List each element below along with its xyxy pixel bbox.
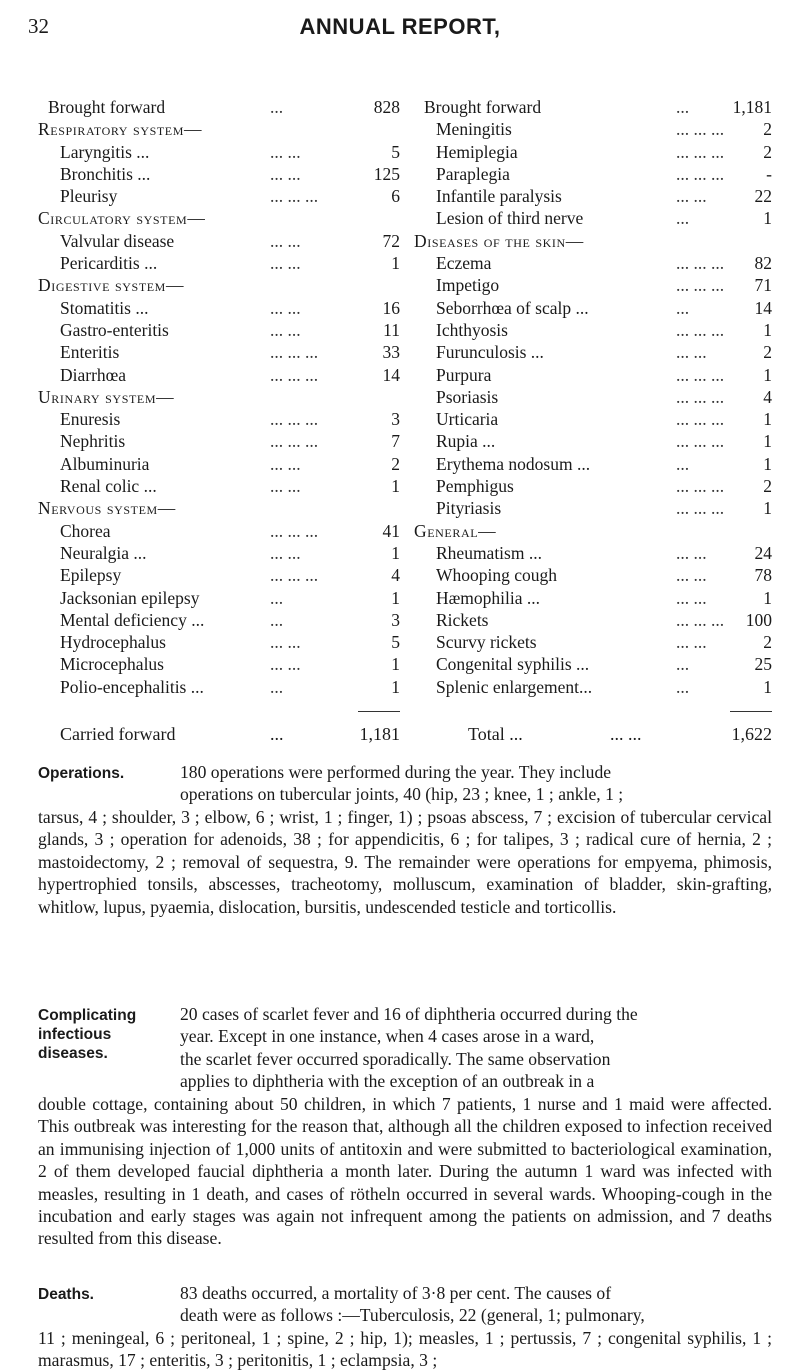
section-heading: Nervous system— [38, 498, 176, 519]
table-row [38, 475, 400, 497]
row-leader-dots: ... ... ... [270, 431, 319, 452]
row-label: Whooping cough [436, 565, 558, 586]
deaths-line-2: death were as follows :—Tuberculosis, 22 (general, 1; pulmonary, [180, 1305, 645, 1326]
row-label: Hydrocephalus [60, 632, 166, 653]
right-total-rule [730, 711, 772, 712]
infectious-line-1: 20 cases of scarlet fever and 16 of diphtheria occurred during the [180, 1004, 638, 1024]
deaths-line-1: 83 deaths occurred, a mortality of 3·8 per cent. The causes of [180, 1283, 612, 1303]
row-label: Seborrhœa of scalp ... [436, 297, 589, 318]
table-row [38, 364, 400, 386]
operations-heading-line: Operations. [38, 765, 125, 782]
row-leader-dots: ... ... [270, 230, 301, 251]
table-row [414, 564, 772, 586]
row-value: 22 [754, 186, 772, 207]
row-label: Laryngitis ... [60, 141, 150, 162]
table-row [38, 453, 400, 475]
carried-forward-label: Carried forward [60, 724, 176, 744]
operations-body: tarsus, 4 ; shoulder, 3 ; elbow, 6 ; wrist, 1 ; finger, 1) ; psoas abscess, 7 ; excision of tubercular cervical glands, 3 ; operation for adenoids, 38 ; for appendicitis, 6 ; for talipes, 3 ; radical cure of hernia, 2 ; mastoidectomy, 2 ; removal of sequestra, 9. The remainder were operations for empyema, phimosis, hypertrophied tonsils, abscesses, tracheotomy, molluscum, examination of bladder, skin-grafting, whitlow, lupus, pyaemia, dislocation, bursitis, undescended testicle and torticollis. [38, 807, 772, 917]
table-row [414, 207, 772, 229]
section-heading-row [414, 520, 772, 542]
row-label: Pericarditis ... [60, 253, 158, 274]
infectious-line-3: the scarlet fever occurred sporadically. The same observation [180, 1048, 611, 1069]
row-leader-dots: ... ... [676, 632, 707, 653]
row-leader-dots: ... ... ... [676, 386, 725, 407]
table-row [414, 430, 772, 452]
section-heading: Urinary system— [38, 386, 175, 407]
row-value: 2 [763, 141, 772, 162]
row-label: Paraplegia [436, 163, 510, 184]
table-row [414, 408, 772, 430]
row-label: Impetigo [436, 275, 500, 296]
table-row [38, 141, 400, 163]
row-label: Purpura [436, 364, 492, 385]
row-value: 1 [391, 587, 400, 608]
table-row [38, 631, 400, 653]
table-row [414, 453, 772, 475]
row-value: 5 [391, 141, 400, 162]
row-leader-dots: ... ... ... [676, 275, 725, 296]
row-leader-dots: ... ... ... [676, 119, 725, 140]
row-leader-dots: ... ... [676, 542, 707, 563]
infectious-heading-line-1: Complicating [38, 1007, 137, 1024]
row-value: 78 [754, 565, 772, 586]
table-row [38, 564, 400, 586]
table-row [414, 297, 772, 319]
row-value: 100 [745, 609, 772, 630]
section-heading-row [38, 207, 400, 229]
row-value: 1 [763, 409, 772, 430]
section-heading: Diseases of the skin— [414, 230, 584, 251]
row-leader-dots: ... ... ... [270, 409, 319, 430]
row-value: 11 [383, 319, 400, 340]
row-value: 2 [763, 342, 772, 363]
table-row [414, 163, 772, 185]
row-label: Congenital syphilis ... [436, 654, 590, 675]
right-column-table [414, 96, 772, 698]
row-leader-dots: ... ... ... [676, 141, 725, 162]
row-label: Scurvy rickets [436, 632, 537, 653]
row-value: - [766, 163, 772, 184]
row-label: Pemphigus [436, 476, 514, 497]
row-leader-dots: ... ... [270, 453, 301, 474]
row-leader-dots: ... ... ... [270, 186, 319, 207]
table-row [38, 430, 400, 452]
row-label: Mental deficiency ... [60, 609, 205, 630]
table-row [38, 297, 400, 319]
row-leader-dots: ... ... [270, 319, 301, 340]
table-row [414, 341, 772, 363]
row-leader-dots: ... [676, 654, 690, 675]
row-label: Nephritis [60, 431, 126, 452]
row-value: 1 [763, 431, 772, 452]
operations-line-2: operations on tubercular joints, 40 (hip, 23 ; knee, 1 ; ankle, 1 ; [180, 784, 624, 805]
row-label: Neuralgia ... [60, 542, 147, 563]
row-label: Meningitis [436, 119, 512, 140]
row-value: 25 [754, 654, 772, 675]
row-value: 82 [754, 253, 772, 274]
row-label: Bronchitis ... [60, 163, 151, 184]
infectious-line-4: applies to diphtheria with the exception of an outbreak in a [180, 1071, 595, 1092]
table-row [38, 163, 400, 185]
table-row [414, 118, 772, 140]
row-value: 1 [391, 476, 400, 497]
row-leader-dots: ... ... ... [676, 163, 725, 184]
table-row [414, 386, 772, 408]
row-leader-dots: ... ... ... [270, 342, 319, 363]
table-row [414, 185, 772, 207]
row-label: Pleurisy [60, 186, 118, 207]
infectious-heading [38, 1006, 136, 1063]
table-row [414, 364, 772, 386]
deaths-lead [180, 1282, 772, 1327]
infectious-body: double cottage, containing about 50 children, in which 7 patients, 1 nurse and 1 maid were affected. This outbreak was interesting for the reason that, although all the children exposed to infection received an immunising injection of 1,000 units of antitoxin and were submitted to bacteriological examination, 2 of them developed faucial diphtheria a month later. During the autumn 1 ward was infected with measles, resulting in 1 death, and cases of rötheln occurred in several wards. Whooping-cough in the incubation and early stages was again not infrequent among the patients on admission, and 7 deaths resulted from this disease. [38, 1094, 772, 1249]
left-column-table [38, 96, 400, 698]
row-leader-dots: ... ... ... [676, 253, 725, 274]
row-label: Brought forward [424, 97, 542, 117]
row-leader-dots: ... ... [270, 163, 301, 184]
row-leader-dots: ... ... ... [676, 319, 725, 340]
row-value: 1 [763, 676, 772, 697]
row-leader-dots: ... ... ... [676, 431, 725, 452]
row-leader-dots: ... ... [676, 186, 707, 207]
row-leader-dots: ... ... ... [270, 520, 319, 541]
row-leader-dots: ... ... [676, 565, 707, 586]
row-label: Infantile paralysis [436, 186, 562, 207]
left-total-rule [358, 711, 400, 712]
row-value: 1 [763, 587, 772, 608]
row-value: 24 [754, 542, 772, 563]
row-leader-dots: ... ... ... [270, 364, 319, 385]
operations-lead [180, 761, 772, 806]
row-label: Eczema [436, 253, 492, 274]
row-value: 71 [754, 275, 772, 296]
row-label: Jacksonian epilepsy [60, 587, 200, 608]
row-label: Lesion of third nerve [436, 208, 584, 229]
deaths-heading-line: Deaths. [38, 1286, 94, 1303]
table-row [38, 230, 400, 252]
table-row [414, 475, 772, 497]
section-heading: Respiratory system— [38, 119, 203, 140]
row-leader-dots: ... ... [270, 141, 301, 162]
row-value: 72 [382, 230, 400, 251]
row-value: 16 [382, 297, 400, 318]
total-dots: ... ... [610, 724, 642, 744]
row-value: 2 [763, 476, 772, 497]
row-leader-dots: ... [676, 97, 690, 117]
running-title: ANNUAL REPORT, [299, 14, 501, 39]
row-leader-dots: ... [676, 676, 690, 697]
table-row [414, 542, 772, 564]
row-label: Rupia ... [436, 431, 496, 452]
row-value: 1 [763, 453, 772, 474]
table-row [414, 497, 772, 519]
row-label: Rheumatism ... [436, 542, 542, 563]
row-value: 4 [391, 565, 400, 586]
row-value: 2 [391, 453, 400, 474]
row-label: Hemiplegia [436, 141, 518, 162]
row-value: 1 [391, 676, 400, 697]
table-row [38, 341, 400, 363]
row-value: 1 [391, 253, 400, 274]
row-value: 5 [391, 632, 400, 653]
row-label: Brought forward [48, 97, 166, 117]
row-label: Hæmophilia ... [436, 587, 541, 608]
row-leader-dots: ... ... [270, 654, 301, 675]
row-value: 3 [391, 409, 400, 430]
table-row [38, 408, 400, 430]
table-row [38, 542, 400, 564]
row-value: 2 [763, 632, 772, 653]
infectious-heading-line-2: infectious [38, 1026, 112, 1043]
row-value: 6 [391, 186, 400, 207]
row-label: Enuresis [60, 409, 121, 430]
row-label: Stomatitis ... [60, 297, 149, 318]
row-value: 33 [382, 342, 400, 363]
section-heading-row [38, 274, 400, 296]
row-leader-dots: ... ... [676, 342, 707, 363]
table-row [414, 274, 772, 296]
row-leader-dots: ... [270, 609, 284, 630]
row-leader-dots: ... ... ... [270, 565, 319, 586]
row-value: 3 [391, 609, 400, 630]
table-row [414, 653, 772, 675]
row-leader-dots: ... ... ... [676, 409, 725, 430]
deaths-heading [38, 1285, 94, 1304]
total-value: 1,622 [731, 724, 772, 744]
row-leader-dots: ... ... ... [676, 498, 725, 519]
table-row [38, 676, 400, 698]
row-label: Epilepsy [60, 565, 122, 586]
table-row [38, 520, 400, 542]
row-value: 7 [391, 431, 400, 452]
carried-forward-dots: ... [270, 724, 284, 744]
page-header [0, 14, 800, 44]
section-heading: Digestive system— [38, 275, 185, 296]
row-value: 1 [763, 208, 772, 229]
table-row [414, 319, 772, 341]
row-value: 125 [373, 163, 400, 184]
row-label: Urticaria [436, 409, 499, 430]
operations-heading [38, 764, 124, 783]
row-label: Splenic enlargement... [436, 676, 593, 697]
row-label: Gastro-enteritis [60, 319, 169, 340]
row-value: 828 [373, 97, 400, 117]
row-label: Pityriasis [436, 498, 502, 519]
operations-line-1: 180 operations were performed during the year. They include [180, 762, 612, 782]
total-label: Total ... [468, 724, 523, 744]
row-value: 1 [391, 542, 400, 563]
table-row [414, 96, 772, 118]
section-heading: General— [414, 520, 497, 541]
row-leader-dots: ... ... [270, 632, 301, 653]
section-heading-row [38, 497, 400, 519]
table-row [38, 587, 400, 609]
row-leader-dots: ... ... [270, 476, 301, 497]
row-value: 4 [763, 386, 772, 407]
row-label: Rickets [436, 609, 489, 630]
table-row [414, 631, 772, 653]
row-leader-dots: ... [676, 453, 690, 474]
row-label: Diarrhœa [60, 364, 127, 385]
row-value: 14 [754, 297, 772, 318]
section-heading-row [414, 230, 772, 252]
row-label: Microcephalus [60, 654, 164, 675]
row-label: Psoriasis [436, 386, 499, 407]
section-heading: Circulatory system— [38, 208, 206, 229]
table-row [38, 319, 400, 341]
row-label: Furunculosis ... [436, 342, 544, 363]
row-label: Enteritis [60, 342, 120, 363]
row-value: 14 [382, 364, 400, 385]
deaths-body: 11 ; meningeal, 6 ; peritoneal, 1 ; spine, 2 ; hip, 1); measles, 1 ; pertussis, 7 ; congenital syphilis, 1 ; marasmus, 17 ; enteritis, 3 ; peritonitis, 1 ; eclampsia, 3 ; [38, 1328, 772, 1371]
table-row [414, 676, 772, 698]
infectious-line-2: year. Except in one instance, when 4 cases arose in a ward, [180, 1026, 595, 1047]
section-heading-row [38, 386, 400, 408]
row-leader-dots: ... ... [270, 297, 301, 318]
row-leader-dots: ... [270, 97, 284, 117]
table-row [38, 96, 400, 118]
row-leader-dots: ... ... ... [676, 364, 725, 385]
table-row [414, 587, 772, 609]
row-label: Renal colic ... [60, 476, 157, 497]
carried-forward-value: 1,181 [359, 724, 400, 744]
row-leader-dots: ... [676, 297, 690, 318]
row-label: Ichthyosis [436, 319, 508, 340]
row-leader-dots: ... [270, 676, 284, 697]
infectious-heading-line-3: diseases. [38, 1045, 108, 1062]
row-leader-dots: ... [270, 587, 284, 608]
row-leader-dots: ... [676, 208, 690, 229]
table-row [38, 252, 400, 274]
row-label: Polio-encephalitis ... [60, 676, 204, 697]
table-row [38, 185, 400, 207]
row-value: 1 [763, 364, 772, 385]
row-label: Erythema nodosum ... [436, 453, 591, 474]
section-heading-row [38, 118, 400, 140]
infectious-lead [180, 1003, 772, 1093]
row-leader-dots: ... ... [676, 587, 707, 608]
row-label: Chorea [60, 520, 111, 541]
page-number: 32 [28, 14, 49, 38]
table-row [38, 609, 400, 631]
row-value: 1,181 [732, 97, 772, 117]
row-label: Valvular disease [60, 230, 175, 251]
row-leader-dots: ... ... ... [676, 609, 725, 630]
row-leader-dots: ... ... [270, 253, 301, 274]
table-row [38, 653, 400, 675]
table-row [414, 252, 772, 274]
row-leader-dots: ... ... ... [676, 476, 725, 497]
row-leader-dots: ... ... [270, 542, 301, 563]
row-label: Albuminuria [60, 453, 150, 474]
table-row [414, 609, 772, 631]
row-value: 41 [382, 520, 400, 541]
row-value: 1 [391, 654, 400, 675]
row-value: 2 [763, 119, 772, 140]
table-row [414, 141, 772, 163]
row-value: 1 [763, 319, 772, 340]
row-value: 1 [763, 498, 772, 519]
